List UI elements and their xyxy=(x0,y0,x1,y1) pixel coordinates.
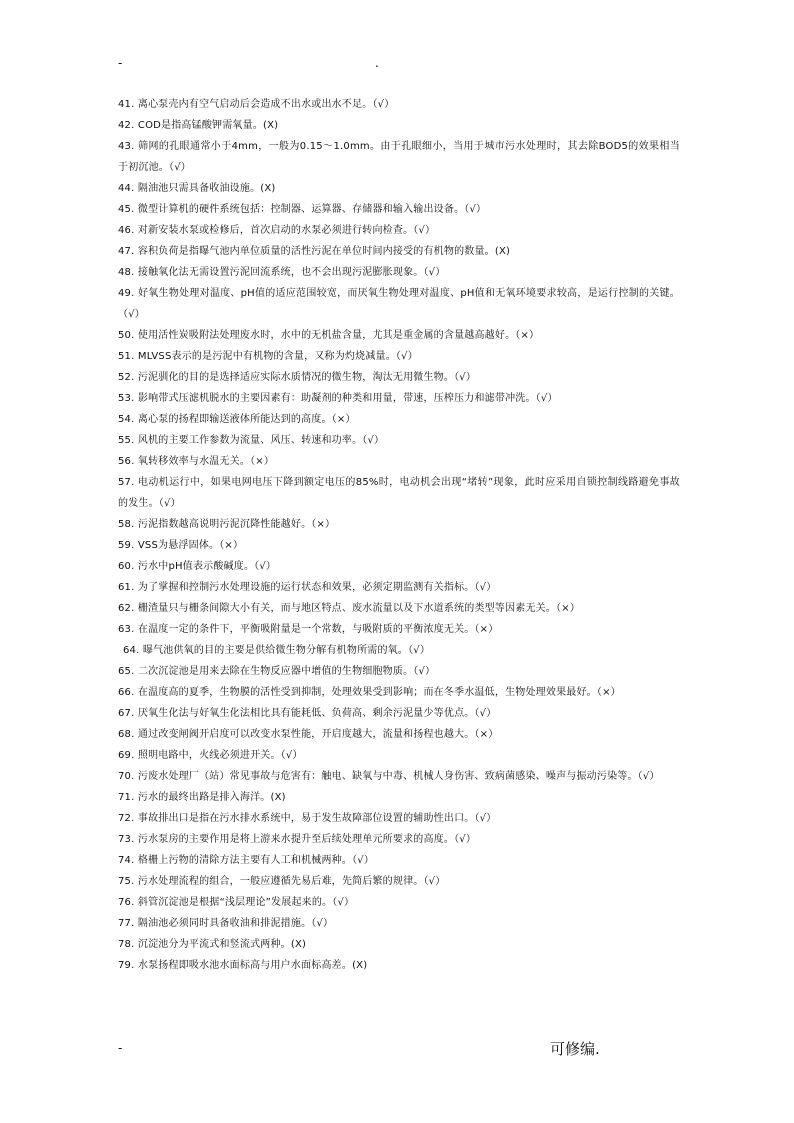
list-item: 77. 隔油池必须同时具备收油和排泥措施。（√） xyxy=(118,918,334,929)
footer-note: 可修编. xyxy=(550,1040,600,1058)
list-item: 41. 离心泵壳内有空气启动后会造成不出水或出水不足。（√） xyxy=(118,99,395,110)
list-item: 69. 照明电路中，火线必须进开关。（√） xyxy=(118,750,303,761)
list-item: 49. 好氧生物处理对温度、pH值的适应范围较宽，而厌氧生物处理对温度、pH值和无氧环境要求较高，是运行控制的关键。（√） xyxy=(118,288,680,320)
list-item: 70. 污废水处理厂（站）常见事故与危害有：触电、缺氧与中毒、机械人身伤害、致病菌感染、噪声与振动污染等。（√） xyxy=(118,771,660,782)
list-item: 65. 二次沉淀池是用来去除在生物反应器中增值的生物细胞物质。（√） xyxy=(118,666,436,677)
list-item: 44. 隔油池只需具备收油设施。(X) xyxy=(118,183,276,194)
list-item: 68. 通过改变闸阀开启度可以改变水泵性能，开启度越大，流量和扬程也越大。（×） xyxy=(118,729,499,740)
list-item: 46. 对新安装水泵或检修后，首次启动的水泵必须进行转向检查。（√） xyxy=(118,225,436,236)
list-item: 75. 污水处理流程的组合，一般应遵循先易后难，先简后繁的规律。（√） xyxy=(118,876,446,887)
list-item: 78. 沉淀池分为平流式和竖流式两种。(X) xyxy=(118,939,307,950)
list-item: 62. 栅渣量只与栅条间隙大小有关，而与地区特点、废水流量以及下水道系统的类型等因素无关。（×） xyxy=(118,603,581,614)
list-item: 61. 为了掌握和控制污水处理设施的运行状态和效果，必须定期监测有关指标。（√） xyxy=(118,582,497,593)
list-item: 63. 在温度一定的条件下，平衡吸附量是一个常数，与吸附质的平衡浓度无关。（×） xyxy=(118,624,499,635)
list-item: 55. 风机的主要工作参数为流量、风压、转速和功率。（√） xyxy=(118,435,385,446)
footer-left-mark: - xyxy=(118,1041,123,1055)
header-left-mark: - xyxy=(118,56,123,70)
list-item: 48. 接触氧化法无需设置污泥回流系统，也不会出现污泥膨胀现象。（√） xyxy=(118,267,446,278)
list-item: 42. COD是指高锰酸钾需氧量。(X) xyxy=(118,120,279,131)
list-item: 74. 格栅上污物的清除方法主要有人工和机械两种。（√） xyxy=(118,855,375,866)
list-item: 64. 曝气池供氧的目的主要是供给微生物分解有机物所需的氧。（√） xyxy=(123,645,431,656)
list-item: 53. 影响带式压滤机脱水的主要因素有：助凝剂的种类和用量，带速，压榨压力和滤带冲洗。（√） xyxy=(118,393,558,404)
list-item: 79. 水泵扬程即吸水池水面标高与用户水面标高差。(X) xyxy=(118,960,368,971)
list-item: 58. 污泥指数越高说明污泥沉降性能越好。（×） xyxy=(118,519,336,530)
list-item: 50. 使用活性炭吸附法处理废水时，水中的无机盐含量，尤其是重金属的含量越高越好。（×） xyxy=(118,330,540,341)
list-item: 59. VSS为悬浮固体。（×） xyxy=(118,540,244,551)
list-item: 66. 在温度高的夏季，生物膜的活性受到抑制，处理效果受到影响；而在冬季水温低，生物处理效果最好。（×） xyxy=(118,687,621,698)
list-item: 67. 厌氧生化法与好氧生化法相比具有能耗低、负荷高、剩余污泥量少等优点。（√） xyxy=(118,708,497,719)
list-item: 72. 事故排出口是指在污水排水系统中，易于发生故障部位设置的辅助性出口。（√） xyxy=(118,813,497,824)
list-item: 47. 容积负荷是指曝气池内单位质量的活性污泥在单位时间内接受的有机物的数量。(X) xyxy=(118,246,511,257)
list-item: 54. 离心泵的扬程即输送液体所能达到的高度。（×） xyxy=(118,414,356,425)
list-item: 57. 电动机运行中，如果电网电压下降到额定电压的85%时，电动机会出现“堵转”现象，此时应采用自锁控制线路避免事故的发生。（√） xyxy=(118,477,680,509)
list-item: 52. 污泥驯化的目的是选择适应实际水质情况的微生物，淘汰无用微生物。（√） xyxy=(118,372,477,383)
list-item: 45. 微型计算机的硬件系统包括：控制器、运算器、存储器和输入输出设备。（√） xyxy=(118,204,487,215)
question-list xyxy=(118,94,680,976)
list-item: 73. 污水泵房的主要作用是将上游来水提升至后续处理单元所要求的高度。（√） xyxy=(118,834,477,845)
list-item: 56. 氧转移效率与水温无关。（×） xyxy=(118,456,275,467)
list-item: 51. MLVSS表示的是污泥中有机物的含量，又称为灼烧减量。（√） xyxy=(118,351,418,362)
header-center-mark: . xyxy=(375,56,379,70)
list-item: 43. 筛网的孔眼通常小于4mm，一般为0.15～1.0mm。由于孔眼细小，当用于城市污水处理时，其去除BOD5的效果相当于初沉池。（√） xyxy=(118,141,680,173)
list-item: 71. 污水的最终出路是排入海洋。(X) xyxy=(118,792,286,803)
list-item: 76. 斜管沉淀池是根据“浅层理论”发展起来的。（√） xyxy=(118,897,355,908)
list-item: 60. 污水中pH值表示酸碱度。（√） xyxy=(118,561,277,572)
